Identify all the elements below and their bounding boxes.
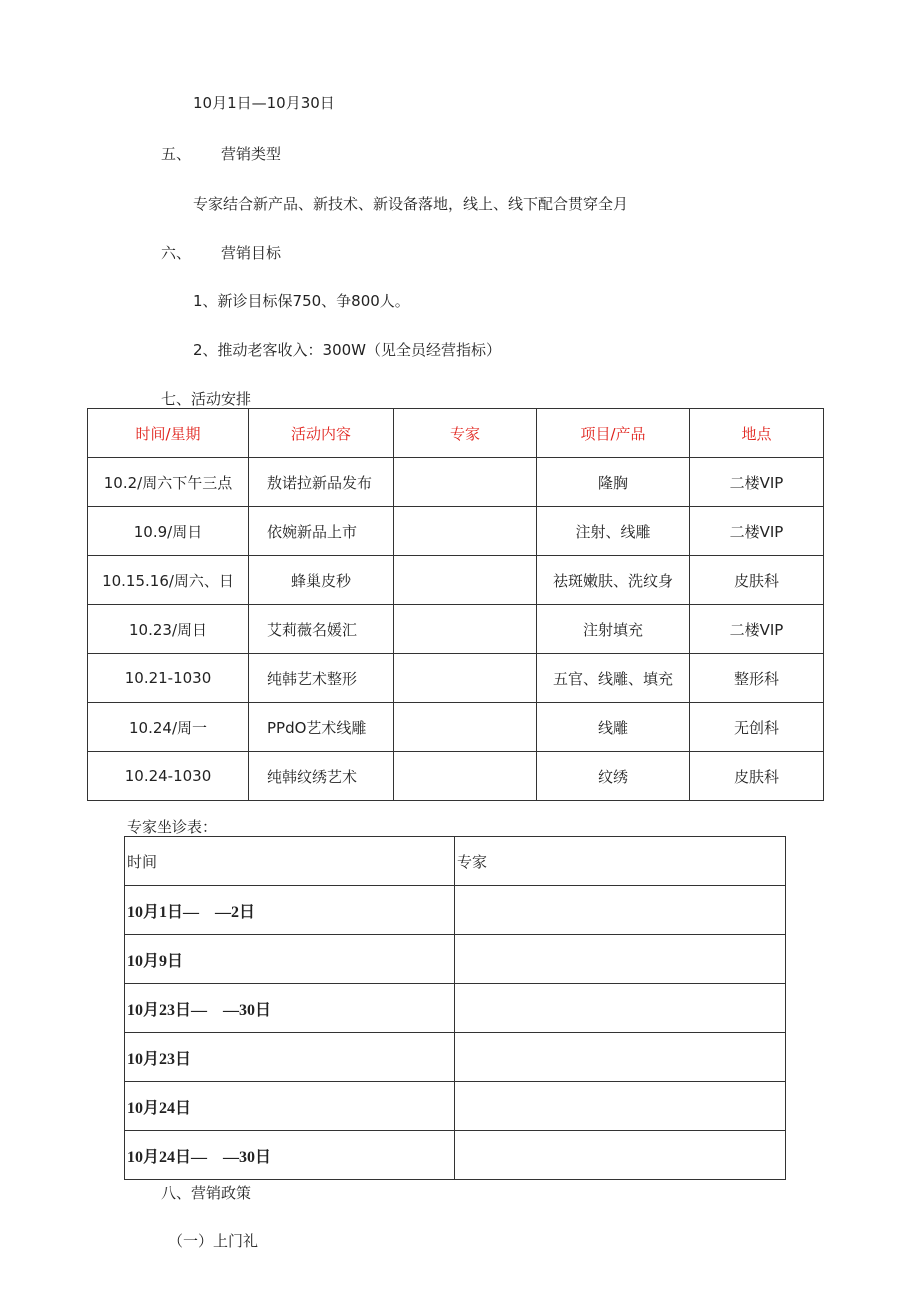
cell-expert — [394, 605, 537, 654]
cell-place: 皮肤科 — [690, 556, 824, 605]
cell-content: 纯韩纹绣艺术 — [249, 752, 394, 801]
header-time: 时间 — [125, 837, 455, 886]
cell-expert — [394, 458, 537, 507]
table-row — [88, 605, 824, 654]
cell-expert — [394, 703, 537, 752]
cell-expert — [455, 1131, 786, 1180]
cell-content: 纯韩艺术整形 — [249, 654, 394, 703]
cell-content: 敖诺拉新品发布 — [249, 458, 394, 507]
cell-place: 二楼VIP — [690, 507, 824, 556]
cell-item: 线雕 — [537, 703, 690, 752]
cell-item: 注射填充 — [537, 605, 690, 654]
table-row — [88, 703, 824, 752]
table-row — [125, 935, 786, 984]
cell-date: 10月24日— —30日 — [125, 1131, 455, 1180]
table-row — [88, 752, 824, 801]
cell-item: 注射、线雕 — [537, 507, 690, 556]
table-row — [88, 458, 824, 507]
cell-date: 10月1日— —2日 — [125, 886, 455, 935]
goal-item: 1、新诊目标保750、争800人。 — [193, 292, 410, 310]
cell-expert — [455, 1082, 786, 1131]
header-content: 活动内容 — [249, 409, 394, 458]
cell-expert — [455, 935, 786, 984]
cell-time: 10.24-1030 — [88, 752, 249, 801]
section-7-title: 七、活动安排 — [161, 390, 252, 408]
header-time: 时间/星期 — [88, 409, 249, 458]
cell-item: 祛斑嫩肤、洗纹身 — [537, 556, 690, 605]
table-row — [125, 886, 786, 935]
cell-date: 10月23日 — [125, 1033, 455, 1082]
cell-time: 10.24/周一 — [88, 703, 249, 752]
cell-date: 10月9日 — [125, 935, 455, 984]
activity-schedule-table — [87, 408, 824, 801]
cell-item: 五官、线雕、填充 — [537, 654, 690, 703]
section-8-title: 八、营销政策 — [161, 1184, 252, 1202]
cell-content: 蜂巢皮秒 — [249, 556, 394, 605]
cell-expert — [455, 886, 786, 935]
section-6-number: 六、 — [161, 244, 192, 262]
table-row — [88, 654, 824, 703]
header-item: 项目/产品 — [537, 409, 690, 458]
cell-item: 纹绣 — [537, 752, 690, 801]
header-expert: 专家 — [394, 409, 537, 458]
cell-place: 无创科 — [690, 703, 824, 752]
table-row — [88, 556, 824, 605]
cell-place: 整形科 — [690, 654, 824, 703]
cell-expert — [394, 507, 537, 556]
table-header-row — [88, 409, 824, 458]
cell-time: 10.15.16/周六、日 — [88, 556, 249, 605]
goal-item: 2、推动老客收入：300W（见全员经营指标） — [193, 341, 502, 359]
section-6-title: 营销目标 — [221, 244, 282, 262]
expert-schedule-table — [124, 836, 786, 1180]
cell-date: 10月24日 — [125, 1082, 455, 1131]
cell-place: 二楼VIP — [690, 605, 824, 654]
section-5-number: 五、 — [161, 145, 192, 163]
cell-expert — [455, 984, 786, 1033]
table-row — [125, 1082, 786, 1131]
cell-time: 10.23/周日 — [88, 605, 249, 654]
expert-table-caption: 专家坐诊表： — [127, 818, 218, 836]
activity-period: 10月1日—10月30日 — [193, 94, 335, 112]
header-expert: 专家 — [455, 837, 786, 886]
cell-content: PPdO艺术线雕 — [249, 703, 394, 752]
table-header-row — [125, 837, 786, 886]
table-row — [125, 1033, 786, 1082]
header-place: 地点 — [690, 409, 824, 458]
cell-content: 依婉新品上市 — [249, 507, 394, 556]
cell-content: 艾莉薇名媛汇 — [249, 605, 394, 654]
cell-date: 10月23日— —30日 — [125, 984, 455, 1033]
cell-time: 10.2/周六下午三点 — [88, 458, 249, 507]
cell-place: 皮肤科 — [690, 752, 824, 801]
table-row — [125, 984, 786, 1033]
marketing-type-text: 专家结合新产品、新技术、新设备落地，线上、线下配合贯穿全月 — [193, 195, 629, 213]
table-row — [125, 1131, 786, 1180]
cell-expert — [394, 654, 537, 703]
subsection-visit-gift: （一）上门礼 — [168, 1232, 259, 1250]
cell-expert — [394, 752, 537, 801]
cell-expert — [394, 556, 537, 605]
cell-time: 10.21-1030 — [88, 654, 249, 703]
cell-place: 二楼VIP — [690, 458, 824, 507]
cell-item: 隆胸 — [537, 458, 690, 507]
table-row — [88, 507, 824, 556]
cell-time: 10.9/周日 — [88, 507, 249, 556]
section-5-title: 营销类型 — [221, 145, 282, 163]
cell-expert — [455, 1033, 786, 1082]
